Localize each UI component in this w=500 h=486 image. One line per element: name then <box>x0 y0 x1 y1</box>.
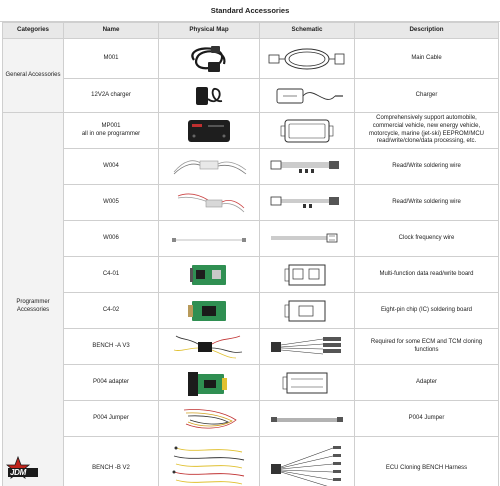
schematic-mp001 <box>260 113 355 149</box>
physical-photo-bench-a <box>159 329 260 365</box>
item-description: P004 Jumper <box>355 401 499 437</box>
item-name: M001 <box>64 39 159 79</box>
physical-photo-c4-01 <box>159 257 260 293</box>
item-name: W004 <box>64 149 159 185</box>
table-row <box>3 401 499 437</box>
schematic-bench-a <box>260 329 355 365</box>
category-programmer: Programmer Accessories <box>3 113 64 486</box>
logo-text: JDM <box>10 468 26 477</box>
table-row <box>3 365 499 401</box>
physical-photo-c4-02 <box>159 293 260 329</box>
schematic-c4-01 <box>260 257 355 293</box>
table-row <box>3 257 499 293</box>
table-row <box>3 437 499 486</box>
table-row <box>3 149 499 185</box>
header-name: Name <box>64 23 159 39</box>
table-row <box>3 293 499 329</box>
schematic-w005 <box>260 185 355 221</box>
item-description: Clock frequency wire <box>355 221 499 257</box>
physical-photo-p004-adapter <box>159 365 260 401</box>
schematic-charger <box>260 79 355 113</box>
schematic-bench-b <box>260 437 355 486</box>
table-row <box>3 185 499 221</box>
header-row <box>3 23 499 39</box>
item-description: ECU Cloning BENCH Harness <box>355 437 499 486</box>
item-description: Charger <box>355 79 499 113</box>
item-name: C4-02 <box>64 293 159 329</box>
physical-photo-p004-jumper <box>159 401 260 437</box>
jdm-logo <box>6 456 42 482</box>
item-name: 12V2A charger <box>64 79 159 113</box>
table-row <box>3 329 499 365</box>
item-description: Main Cable <box>355 39 499 79</box>
header-physical-map: Physical Map <box>159 23 260 39</box>
physical-photo-w006 <box>159 221 260 257</box>
physical-photo-w005 <box>159 185 260 221</box>
item-description: Eight-pin chip (IC) soldering board <box>355 293 499 329</box>
table-row <box>3 221 499 257</box>
table-row <box>3 79 499 113</box>
item-description: Comprehensively support automobile, commercial vehicle, new energy vehicle, motorcycle, marine (jet-ski) EEPROM/MCU read/write/clone/data processing, etc. <box>355 113 499 149</box>
physical-photo-bench-b <box>159 437 260 486</box>
table-row <box>3 113 499 149</box>
item-name: W006 <box>64 221 159 257</box>
item-description: Read/Write soldering wire <box>355 185 499 221</box>
header-description: Description <box>355 23 499 39</box>
page-title: Standard Accessories <box>0 0 500 22</box>
category-general: General Accessories <box>3 39 64 113</box>
header-schematic: Schematic <box>260 23 355 39</box>
table-row <box>3 39 499 79</box>
item-name-line2: all in one programmer <box>81 130 141 137</box>
item-description: Multi-function data read/write board <box>355 257 499 293</box>
item-name-line1: MP001 <box>101 122 121 129</box>
item-name-mp001 <box>64 113 159 149</box>
item-description: Read/Write soldering wire <box>355 149 499 185</box>
item-name: C4-01 <box>64 257 159 293</box>
schematic-c4-02 <box>260 293 355 329</box>
header-categories: Categories <box>3 23 64 39</box>
physical-photo-w004 <box>159 149 260 185</box>
schematic-w004 <box>260 149 355 185</box>
accessories-table <box>2 22 499 486</box>
item-name: W005 <box>64 185 159 221</box>
schematic-p004-adapter <box>260 365 355 401</box>
physical-photo-mp001 <box>159 113 260 149</box>
physical-photo-m001 <box>159 39 260 79</box>
schematic-m001 <box>260 39 355 79</box>
item-description: Adapter <box>355 365 499 401</box>
item-name: BENCH -B V2 <box>64 437 159 486</box>
physical-photo-charger <box>159 79 260 113</box>
schematic-w006 <box>260 221 355 257</box>
item-name: BENCH -A V3 <box>64 329 159 365</box>
item-name: P004 adapter <box>64 365 159 401</box>
item-name: P004 Jumper <box>64 401 159 437</box>
schematic-p004-jumper <box>260 401 355 437</box>
item-description: Required for some ECM and TCM cloning functions <box>355 329 499 365</box>
